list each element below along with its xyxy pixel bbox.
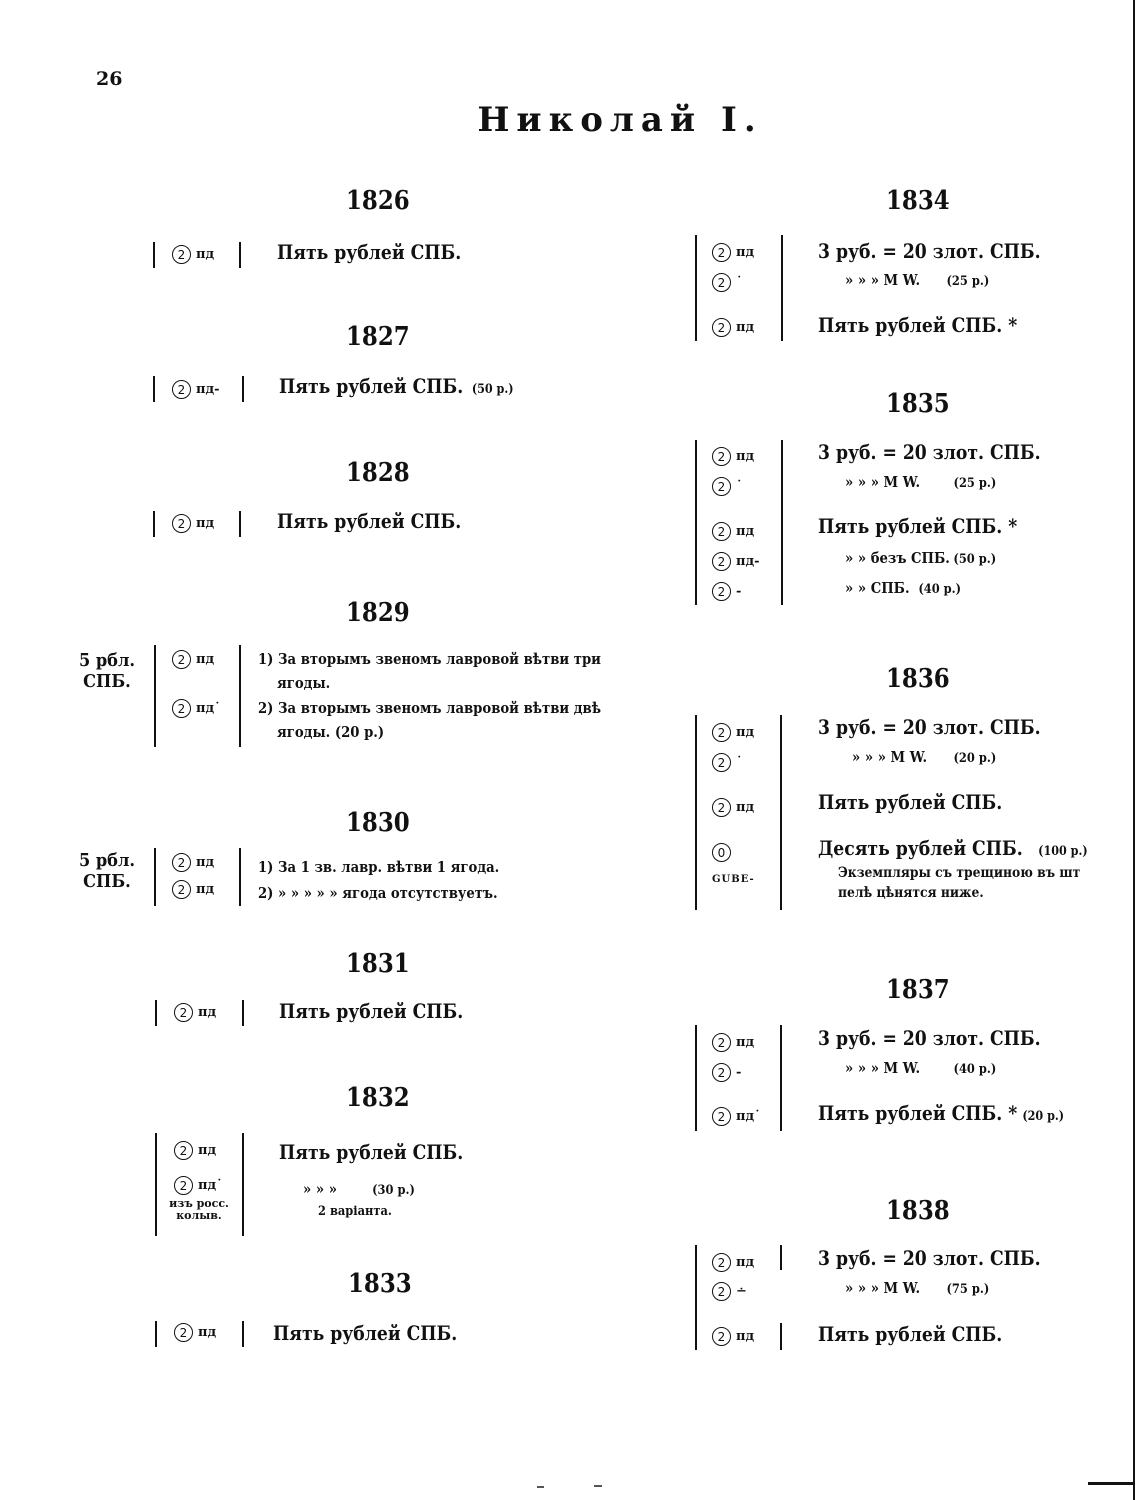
circle-2-icon: 2 bbox=[172, 853, 191, 872]
rule bbox=[155, 1321, 157, 1347]
rule bbox=[239, 848, 241, 906]
entry-text: » » безъ СПБ. (50 р.) bbox=[845, 549, 997, 567]
rule bbox=[695, 235, 697, 341]
rule bbox=[154, 645, 156, 747]
entry-text: ягоды. bbox=[277, 674, 331, 692]
entry-text: » » » (30 р.) bbox=[303, 1180, 415, 1198]
dash-mark bbox=[594, 1485, 602, 1487]
rule bbox=[239, 242, 241, 268]
entry-text: Пять рублей СПБ. bbox=[279, 1140, 464, 1164]
rule bbox=[242, 1321, 244, 1347]
denomination-side-label: 5 рбл. СПБ. bbox=[78, 850, 136, 892]
mark: 2 - bbox=[712, 582, 741, 601]
circle-2-icon: 2 bbox=[174, 1323, 193, 1342]
mark: 2 пд bbox=[712, 1327, 754, 1346]
entry-text: Пять рублей СПБ. bbox=[273, 1321, 458, 1345]
circle-2-icon: 2 bbox=[174, 1141, 193, 1160]
circle-2-icon: 2 bbox=[712, 798, 731, 817]
rule bbox=[695, 440, 697, 605]
entry-text: Пять рублей СПБ. * bbox=[818, 313, 1018, 337]
page-edge-mark bbox=[1088, 1482, 1134, 1485]
denomination-side-label: 5 рбл. СПБ. bbox=[78, 650, 136, 692]
year-heading: 1832 bbox=[346, 1083, 410, 1113]
mark: 2 пд bbox=[172, 514, 214, 533]
circle-2-icon: 2 bbox=[712, 447, 731, 466]
year-heading: 1830 bbox=[346, 808, 410, 838]
mark: 2 - bbox=[712, 1063, 741, 1082]
entry-text: » » СПБ. (40 р.) bbox=[845, 579, 962, 597]
mark: 2 пд˙ bbox=[712, 1107, 761, 1126]
entry-text: » » » М W. (25 р.) bbox=[845, 271, 990, 289]
rule bbox=[153, 242, 155, 268]
mark: 2 пд bbox=[172, 650, 214, 669]
mark: 2 пд bbox=[712, 522, 754, 541]
entry-text: 2) » » » » » ягода отсутствуетъ. bbox=[258, 884, 498, 902]
rule bbox=[242, 1000, 244, 1026]
mark: GUBE- bbox=[712, 874, 755, 885]
entry-text: 1) За 1 зв. лавр. вѣтви 1 ягода. bbox=[258, 858, 500, 876]
mark: 2 пд bbox=[712, 1033, 754, 1052]
year-heading: 1829 bbox=[346, 598, 410, 628]
dash-mark bbox=[537, 1486, 544, 1488]
mark: 2 пд bbox=[174, 1323, 216, 1342]
mark: 2 пд˙ bbox=[174, 1176, 223, 1195]
rule bbox=[154, 848, 156, 906]
rule bbox=[239, 645, 241, 747]
entry-text: пелѣ цѣнятся ниже. bbox=[838, 885, 984, 901]
rule bbox=[780, 1025, 782, 1131]
circle-2-icon: 2 bbox=[712, 1327, 731, 1346]
mark: 2 пд bbox=[712, 318, 754, 337]
circle-2-icon: 2 bbox=[174, 1003, 193, 1022]
mark bbox=[712, 843, 736, 862]
entry-text: Пять рублей СПБ. (50 р.) bbox=[279, 374, 514, 398]
circle-2-icon: 2 bbox=[712, 1107, 731, 1126]
circle-2-icon: 2 bbox=[712, 753, 731, 772]
entry-text: 3 руб. = 20 злот. СПБ. bbox=[818, 239, 1041, 263]
year-heading: 1833 bbox=[348, 1269, 412, 1299]
mark: 2 пд bbox=[174, 1141, 216, 1160]
mark: 2 пд bbox=[172, 880, 214, 899]
year-heading: 1828 bbox=[346, 458, 410, 488]
entry-text: 2 варіанта. bbox=[318, 1204, 392, 1219]
rule bbox=[781, 440, 783, 605]
mark: 2 пд bbox=[172, 245, 214, 264]
circle-2-icon: 2 bbox=[712, 318, 731, 337]
page-number: 26 bbox=[96, 68, 123, 90]
mark: 2 ˙ bbox=[712, 753, 743, 772]
entry-text: Экземпляры съ трещиною въ шт bbox=[838, 865, 1081, 881]
rule bbox=[155, 1000, 157, 1026]
circle-2-icon: 2 bbox=[172, 380, 191, 399]
mark: 2 ˙ bbox=[712, 273, 743, 292]
circle-2-icon: 2 bbox=[712, 1033, 731, 1052]
mark: 2 пд bbox=[712, 798, 754, 817]
circle-2-icon: 2 bbox=[712, 243, 731, 262]
year-heading: 1837 bbox=[886, 975, 950, 1005]
page-edge bbox=[1133, 0, 1135, 1500]
mark: 2 пд- bbox=[172, 380, 220, 399]
rule bbox=[239, 511, 241, 537]
rule bbox=[242, 1133, 244, 1236]
rule bbox=[780, 1323, 782, 1350]
mark: 2 пд bbox=[712, 723, 754, 742]
year-heading: 1827 bbox=[346, 322, 410, 352]
entry-text: 3 руб. = 20 злот. СПБ. bbox=[818, 1246, 1041, 1270]
entry-text: » » » М W. (75 р.) bbox=[845, 1279, 990, 1297]
year-heading: 1826 bbox=[346, 186, 410, 216]
rule bbox=[153, 511, 155, 537]
circle-2-icon: 2 bbox=[712, 1282, 731, 1301]
year-heading: 1838 bbox=[886, 1196, 950, 1226]
circle-0-icon: 0 bbox=[712, 843, 731, 862]
mark: 2 пд bbox=[172, 853, 214, 872]
year-heading: 1835 bbox=[886, 389, 950, 419]
entry-text: Пять рублей СПБ. bbox=[279, 999, 464, 1023]
entry-text: 3 руб. = 20 злот. СПБ. bbox=[818, 440, 1041, 464]
entry-text: 3 руб. = 20 злот. СПБ. bbox=[818, 1026, 1041, 1050]
mark: 2 пд bbox=[174, 1003, 216, 1022]
page-title: Николай I. bbox=[477, 100, 763, 140]
mark: 2 пд˙ bbox=[172, 699, 221, 718]
entry-text: Пять рублей СПБ. * (20 р.) bbox=[818, 1101, 1065, 1125]
circle-2-icon: 2 bbox=[712, 477, 731, 496]
mark: 2 пд- bbox=[712, 552, 760, 571]
entry-text: 1) За вторымъ звеномъ лавровой вѣтви три bbox=[258, 650, 601, 668]
mark: 2 пд bbox=[712, 447, 754, 466]
rule bbox=[781, 235, 783, 341]
circle-2-icon: 2 bbox=[172, 245, 191, 264]
circle-2-icon: 2 bbox=[712, 723, 731, 742]
entry-text: Десять рублей СПБ. (100 р.) bbox=[818, 836, 1088, 860]
circle-2-icon: 2 bbox=[172, 880, 191, 899]
mark: 2 ∸ bbox=[712, 1282, 747, 1301]
circle-2-icon: 2 bbox=[712, 273, 731, 292]
mark: 2 пд bbox=[712, 1253, 754, 1272]
entry-text: 2) За вторымъ звеномъ лавровой вѣтви двѣ bbox=[258, 699, 602, 717]
year-heading: 1836 bbox=[886, 664, 950, 694]
entry-text: Пять рублей СПБ. bbox=[818, 1322, 1003, 1346]
entry-text: Пять рублей СПБ. bbox=[277, 240, 462, 264]
entry-text: » » » М W. (20 р.) bbox=[852, 748, 997, 766]
rule bbox=[780, 715, 782, 910]
circle-2-icon: 2 bbox=[172, 650, 191, 669]
rule bbox=[695, 715, 697, 910]
entry-text: Пять рублей СПБ. bbox=[818, 790, 1003, 814]
entry-text: ягоды. (20 р.) bbox=[277, 723, 385, 741]
circle-2-icon: 2 bbox=[712, 552, 731, 571]
year-heading: 1831 bbox=[346, 949, 410, 979]
mark-note: изъ росс. колыв. bbox=[169, 1197, 229, 1222]
entry-text: 3 руб. = 20 злот. СПБ. bbox=[818, 715, 1041, 739]
circle-2-icon: 2 bbox=[712, 1253, 731, 1272]
year-heading: 1834 bbox=[886, 186, 950, 216]
rule bbox=[780, 1245, 782, 1270]
entry-text: Пять рублей СПБ. bbox=[277, 509, 462, 533]
circle-2-icon: 2 bbox=[712, 522, 731, 541]
circle-2-icon: 2 bbox=[712, 582, 731, 601]
entry-text: » » » М W. (40 р.) bbox=[845, 1059, 997, 1077]
circle-2-icon: 2 bbox=[712, 1063, 731, 1082]
circle-2-icon: 2 bbox=[172, 699, 191, 718]
entry-text: » » » М W. (25 р.) bbox=[845, 473, 997, 491]
rule bbox=[153, 376, 155, 402]
entry-text: Пять рублей СПБ. * bbox=[818, 514, 1018, 538]
rule bbox=[695, 1025, 697, 1131]
mark: 2 ˙ bbox=[712, 477, 743, 496]
circle-2-icon: 2 bbox=[174, 1176, 193, 1195]
rule bbox=[155, 1133, 157, 1236]
rule bbox=[242, 376, 244, 402]
circle-2-icon: 2 bbox=[172, 514, 191, 533]
rule bbox=[695, 1245, 697, 1350]
mark: 2 пд bbox=[712, 243, 754, 262]
